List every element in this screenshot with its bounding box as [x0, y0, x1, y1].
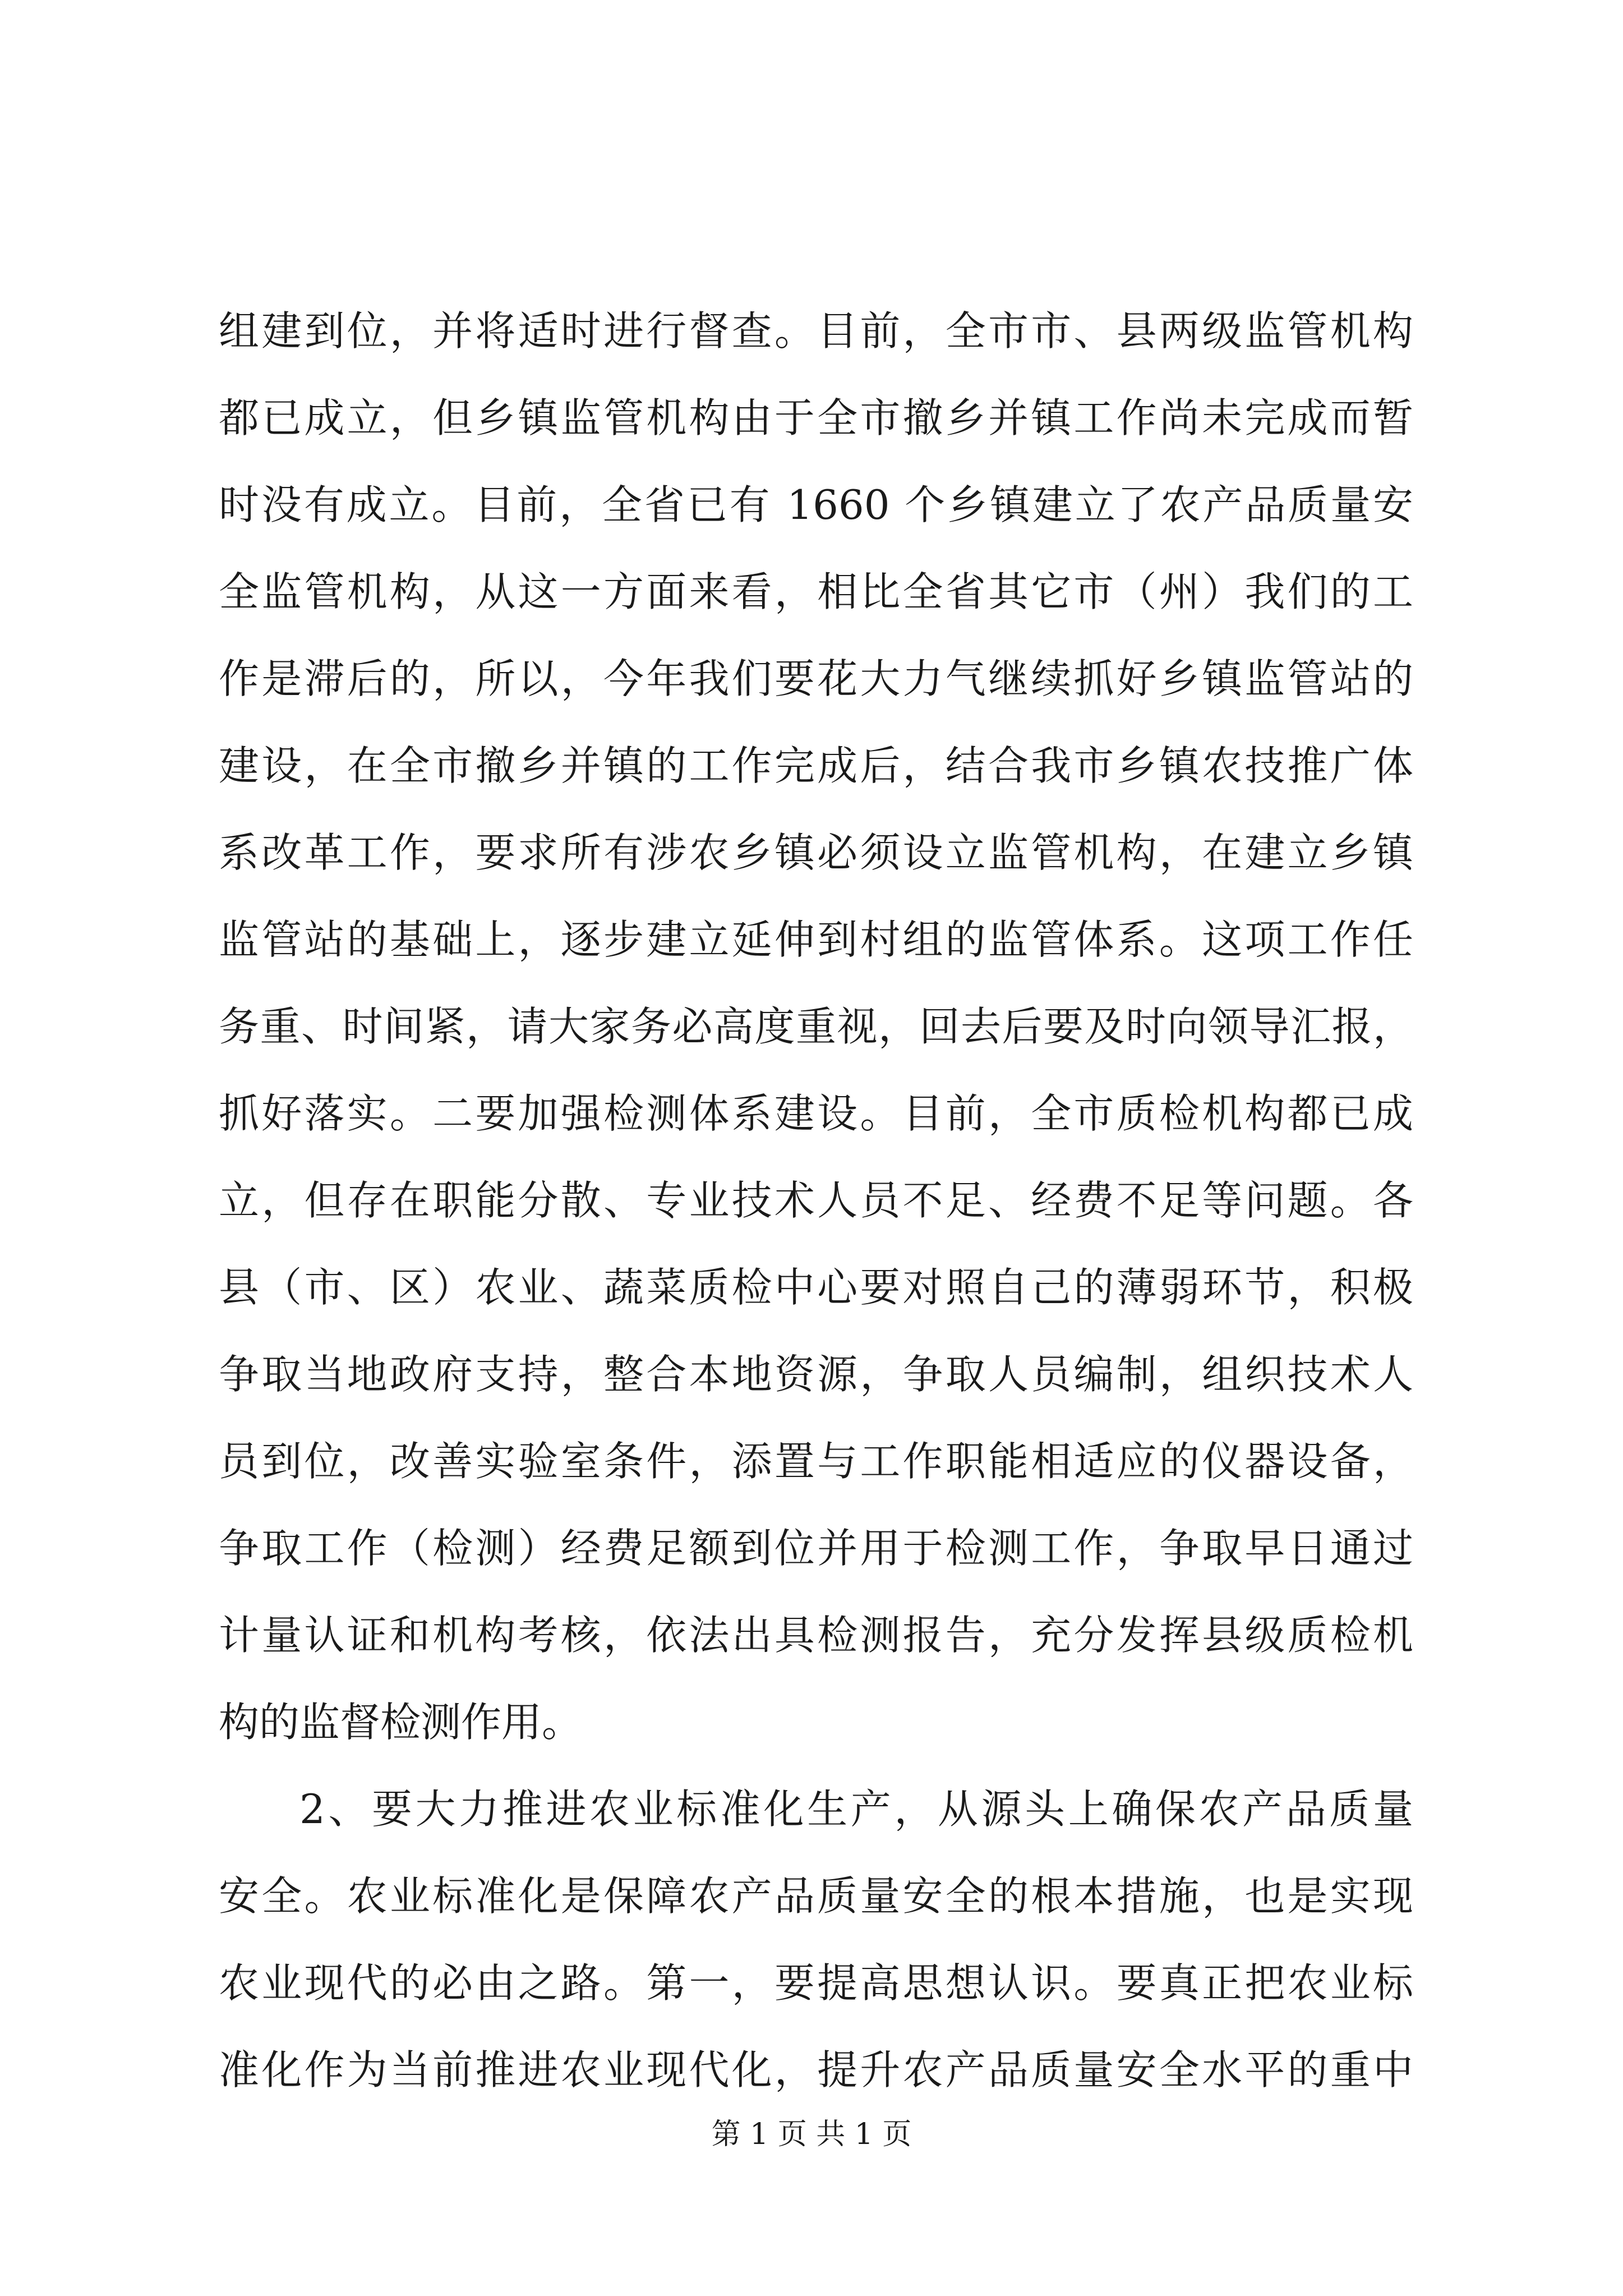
text-line: 准化作为当前推进农业现代化，提升农产品质量安全水平的重中 [219, 2046, 1413, 2093]
text-line: 计量认证和机构考核，依法出具检测报告，充分发挥县级质检机 [219, 1612, 1413, 1659]
paragraph-first-line: 2、要大力推进农业标准化生产，从源头上确保农产品质量 [299, 1786, 1413, 1833]
text-line: 安全。农业标准化是保障农产品质量安全的根本措施，也是实现 [219, 1872, 1413, 1920]
text-line: 争取当地政府支持，整合本地资源，争取人员编制，组织技术人 [219, 1351, 1413, 1398]
text-line: 都已成立，但乡镇监管机构由于全市撤乡并镇工作尚未完成而暂 [219, 394, 1413, 441]
text-line: 建设，在全市撤乡并镇的工作完成后，结合我市乡镇农技推广体 [219, 742, 1413, 789]
page-number-footer: 第 1 页 共 1 页 [711, 2118, 912, 2151]
text-line: 县（市、区）农业、蔬菜质检中心要对照自己的薄弱环节，积极 [219, 1264, 1413, 1311]
text-line: 监管站的基础上，逐步建立延伸到村组的监管体系。这项工作任 [219, 916, 1413, 963]
text-line: 立，但存在职能分散、专业技术人员不足、经费不足等问题。各 [219, 1177, 1413, 1224]
text-line: 务重、时间紧，请大家务必高度重视，回去后要及时向领导汇报， [219, 1003, 1413, 1050]
text-line: 系改革工作，要求所有涉农乡镇必须设立监管机构，在建立乡镇 [219, 829, 1413, 876]
text-line: 作是滞后的，所以，今年我们要花大力气继续抓好乡镇监管站的 [219, 655, 1413, 702]
text-line: 抓好落实。二要加强检测体系建设。目前，全市质检机构都已成 [219, 1090, 1413, 1137]
text-line: 全监管机构，从这一方面来看，相比全省其它市（州）我们的工 [219, 568, 1413, 615]
text-line: 争取工作（检测）经费足额到位并用于检测工作，争取早日通过 [219, 1525, 1413, 1572]
text-line: 时没有成立。目前，全省已有 1660 个乡镇建立了农产品质量安 [219, 481, 1413, 528]
text-line: 农业现代的必由之路。第一，要提高思想认识。要真正把农业标 [219, 1959, 1413, 2007]
text-line: 构的监督检测作用。 [219, 1699, 583, 1746]
text-line: 员到位，改善实验室条件，添置与工作职能相适应的仪器设备， [219, 1438, 1413, 1485]
text-line: 组建到位，并将适时进行督查。目前，全市市、县两级监管机构 [219, 307, 1413, 355]
